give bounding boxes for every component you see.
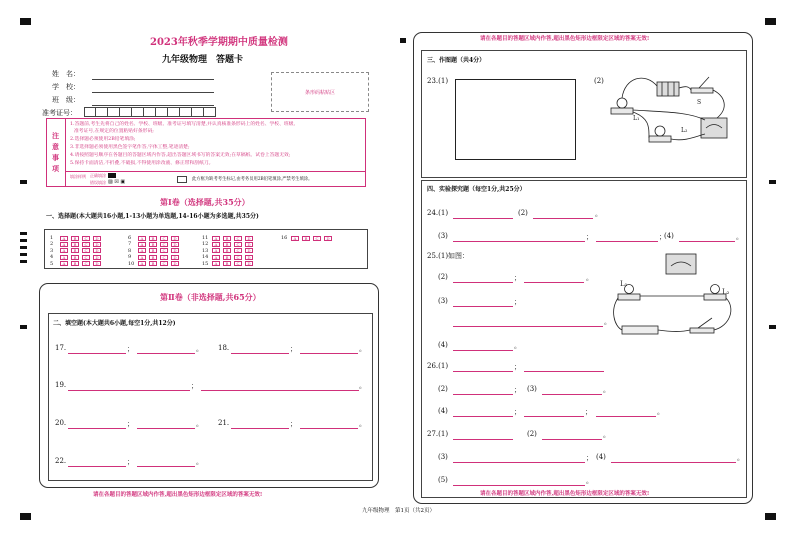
q27-blank-1[interactable] [453, 439, 513, 440]
corner-mark-tr [765, 18, 776, 25]
mc-option-13-A[interactable]: A [212, 248, 220, 253]
right-footer-warning: 请在各题目的答题区域内作答,超出黑色矩形边框限定区域的答案无效! [480, 491, 650, 497]
mc-option-6-D[interactable]: D [171, 236, 179, 241]
mc-question-16: 16 A B C D [281, 235, 333, 241]
page-number: 九年级物理 第1页（共2页） [362, 508, 435, 514]
mc-option-5-B[interactable]: B [71, 261, 79, 266]
q26-blank-4[interactable] [542, 394, 602, 395]
mc-option-2-A[interactable]: A [60, 242, 68, 247]
switch-label: S [697, 99, 702, 106]
note-line-1: 1.答题前,考生先将自己的姓名、学校、班级、准考证号填写清楚,并认真核准条形码上的姓名、学校、班级、 [70, 122, 299, 127]
l2-label-q25: L₂ [722, 288, 730, 296]
mc-question-14: 14 A B C D [202, 254, 254, 260]
mc-option-13-C[interactable]: C [234, 248, 242, 253]
q27-blank-4[interactable] [611, 462, 736, 463]
q22-blank-2[interactable] [137, 466, 195, 467]
q26-4-label: (4) [438, 407, 448, 415]
timing-mark [400, 38, 406, 43]
q24-4-label: (4) [664, 232, 674, 240]
timing-mark [20, 232, 27, 235]
mc-option-5-C[interactable]: C [82, 261, 90, 266]
school-label: 学 校： [52, 83, 80, 91]
l2-label: L₂ [681, 127, 688, 134]
q18-blank-1[interactable] [231, 353, 289, 354]
q27-5-label: (5) [438, 476, 448, 484]
q20-blank-2[interactable] [137, 428, 195, 429]
mc-option-14-B[interactable]: B [223, 255, 231, 260]
mc-option-11-D[interactable]: D [245, 236, 253, 241]
q20-blank-1[interactable] [68, 428, 126, 429]
mc-option-7-A[interactable]: A [138, 242, 146, 247]
timing-mark [20, 246, 27, 249]
q27-4-label: (4) [596, 453, 606, 461]
part1-title: 第Ⅰ卷（选择题,共35分） [160, 197, 250, 207]
q24-3-label: (3) [438, 232, 448, 240]
note-line-3: 2.选择题必须使用2B铅笔填涂; [70, 137, 136, 142]
mc-option-14-A[interactable]: A [212, 255, 220, 260]
q26-blank-5[interactable] [453, 416, 513, 417]
timing-mark [20, 260, 27, 263]
mc-question-15: 15 A B C D [202, 261, 254, 267]
mc-question-2: 2 A B C D [50, 241, 102, 247]
name-label: 姓 名： [52, 70, 80, 78]
mc-option-9-B[interactable]: B [149, 255, 157, 260]
q17-label: 17. [55, 344, 67, 352]
q27-3-label: (3) [438, 453, 448, 461]
page-subtitle: 九年级物理 答题卡 [162, 55, 244, 65]
wrong-fill-example: ▨ ☒ ▣ [108, 179, 126, 185]
fill-section-box [48, 313, 373, 481]
part2-title: 第Ⅱ卷（非选择题,共65分） [160, 292, 261, 302]
q26-blank-1[interactable] [453, 371, 513, 372]
mc-option-3-A[interactable]: A [60, 248, 68, 253]
q21-blank-2[interactable] [300, 428, 358, 429]
mc-question-12: 12 A B C D [202, 241, 254, 247]
mc-option-4-A[interactable]: A [60, 255, 68, 260]
mc-option-1-A[interactable]: A [60, 236, 68, 241]
q24-blank-1[interactable] [453, 218, 513, 219]
mc-question-1: 1 A B C D [50, 235, 102, 241]
q26-blank-7[interactable] [596, 416, 656, 417]
mc-option-13-B[interactable]: B [223, 248, 231, 253]
q24-blank-4[interactable] [596, 241, 658, 242]
q20-label: 20. [55, 419, 67, 427]
absent-note: 此方框为缺考考生标记,由考务员用2B铅笔填涂,严禁考生填涂。 [192, 177, 313, 182]
name-field[interactable] [92, 79, 214, 80]
mc-option-16-B[interactable]: B [302, 236, 310, 241]
q21-label: 21. [218, 419, 230, 427]
class-label: 班 级： [52, 96, 80, 104]
q24-blank-5[interactable] [679, 241, 735, 242]
corner-mark-br [765, 513, 776, 520]
mc-option-1-B[interactable]: B [71, 236, 79, 241]
barcode-sticker-area [271, 72, 369, 112]
mc-option-16-C[interactable]: C [313, 236, 321, 241]
mc-option-4-C[interactable]: C [82, 255, 90, 260]
fill-section-title: 二、填空题(本大题共6小题,每空1分,共12分) [53, 320, 176, 327]
q25-label: 25.(1)如图： [427, 252, 470, 260]
mc-question-3: 3 A B C D [50, 248, 102, 254]
q22-label: 22. [55, 457, 67, 465]
mc-question-7: 7 A B C D [128, 241, 180, 247]
mc-option-6-A[interactable]: A [138, 236, 146, 241]
q27-blank-5[interactable] [453, 485, 585, 486]
q22-blank-1[interactable] [68, 466, 126, 467]
mc-question-9: 9 A B C D [128, 254, 180, 260]
note-line-6: 5.保持卡面清洁,不折叠,不破损,不得使用涂改液、修正带和刮纸刀。 [70, 161, 214, 166]
mc-option-10-C[interactable]: C [160, 261, 168, 266]
mc-option-3-B[interactable]: B [71, 248, 79, 253]
q27-label: 27.(1) [427, 430, 449, 438]
corner-mark-bl [20, 513, 31, 520]
mc-option-12-C[interactable]: C [234, 242, 242, 247]
fill-example-label: 填涂样例 [70, 174, 86, 179]
page-title: 2023年秋季学期期中质量检测 [150, 37, 288, 48]
circuit-diagram-q25 [606, 250, 744, 348]
l1-label: L₁ [633, 115, 640, 122]
note-line-2: 准考证号,在规定的位置粘贴好条形码; [74, 129, 154, 134]
q25-2-label: (2) [438, 273, 448, 281]
class-field[interactable] [92, 105, 214, 106]
note-line-4: 3.非选择题必须使用黑色签字笔作答,字体工整,笔迹清楚; [70, 145, 190, 150]
q25-blank-3[interactable] [453, 306, 513, 307]
q26-blank-2[interactable] [524, 371, 604, 372]
mc-option-11-B[interactable]: B [223, 236, 231, 241]
q23-label: 23.(1) [427, 77, 449, 85]
mc-option-2-C[interactable]: C [82, 242, 90, 247]
mc-question-5: 5 A B C D [50, 261, 102, 267]
q25-blank-2[interactable] [524, 282, 584, 283]
q26-2-label: (2) [438, 385, 448, 393]
q25-blank-5[interactable] [453, 350, 513, 351]
q19-blank-1[interactable] [68, 390, 190, 391]
q26-3-label: (3) [527, 385, 537, 393]
right-top-warning: 请在各题目的答题区域内作答,超出黑色矩形边框限定区域的答案无效! [480, 36, 650, 42]
q25-blank-4[interactable] [453, 326, 603, 327]
mc-option-13-D[interactable]: D [245, 248, 253, 253]
mc-option-11-C[interactable]: C [234, 236, 242, 241]
timing-mark [769, 325, 776, 329]
q25-3-label: (3) [438, 297, 448, 305]
mc-question-4: 4 A B C D [50, 254, 102, 260]
mc-option-14-C[interactable]: C [234, 255, 242, 260]
q27-blank-3[interactable] [453, 462, 585, 463]
timing-mark [20, 253, 27, 256]
mc-option-1-C[interactable]: C [82, 236, 90, 241]
q25-4-label: (4) [438, 341, 448, 349]
q19-label: 19. [55, 381, 67, 389]
exam-no-label: 准考证号： [42, 109, 77, 117]
q26-label: 26.(1) [427, 362, 449, 370]
mc-option-12-B[interactable]: B [223, 242, 231, 247]
timing-mark [769, 180, 776, 184]
mc-option-12-A[interactable]: A [212, 242, 220, 247]
mc-option-14-D[interactable]: D [245, 255, 253, 260]
mc-option-7-B[interactable]: B [149, 242, 157, 247]
mc-option-10-A[interactable]: A [138, 261, 146, 266]
timing-mark [20, 325, 27, 329]
timing-mark [20, 239, 27, 242]
mc-question-13: 13 A B C D [202, 248, 254, 254]
q26-blank-3[interactable] [453, 394, 513, 395]
correct-fill-label: 正确填涂 [90, 173, 106, 178]
mc-option-5-A[interactable]: A [60, 261, 68, 266]
mc-option-15-B[interactable]: B [223, 261, 231, 266]
q24-blank-2[interactable] [533, 218, 593, 219]
mc-option-16-A[interactable]: A [291, 236, 299, 241]
q24-2-label: (2) [518, 209, 528, 217]
q24-blank-3[interactable] [453, 241, 585, 242]
mc-option-9-D[interactable]: D [171, 255, 179, 260]
q17-blank-2[interactable] [137, 353, 195, 354]
q27-2-label: (2) [527, 430, 537, 438]
mc-option-3-D[interactable]: D [93, 248, 101, 253]
mc-option-10-D[interactable]: D [171, 261, 179, 266]
q17-blank-1[interactable] [68, 353, 126, 354]
correct-fill-example [108, 173, 116, 178]
q27-blank-2[interactable] [542, 439, 602, 440]
mc-option-10-B[interactable]: B [149, 261, 157, 266]
school-field[interactable] [92, 92, 214, 93]
mc-question-11: 11 A B C D [202, 235, 254, 241]
q21-blank-1[interactable] [231, 428, 289, 429]
absent-mark-box[interactable] [177, 176, 187, 183]
mc-option-15-A[interactable]: A [212, 261, 220, 266]
q19-blank-2[interactable] [201, 390, 359, 391]
mc-option-9-C[interactable]: C [160, 255, 168, 260]
mc-section-title: 一、选择题(本大题共16小题,1-13小题为单选题,14-16小题为多选题,共35分) [46, 213, 259, 220]
q23-2-label: (2) [594, 77, 604, 85]
mc-option-11-A[interactable]: A [212, 236, 220, 241]
q18-blank-2[interactable] [300, 353, 358, 354]
q24-label: 24.(1) [427, 209, 449, 217]
mc-option-8-A[interactable]: A [138, 248, 146, 253]
note-line-5: 4.请按照题号顺序在各题目的答题区域内作答,超出答题区域书写的答案无效;在草稿纸、试卷上答题无效; [70, 153, 291, 158]
timing-mark [20, 180, 27, 184]
mc-question-8: 8 A B C D [128, 248, 180, 254]
mc-option-8-C[interactable]: C [160, 248, 168, 253]
left-footer-warning: 请在各题目的答题区域内作答,超出黑色矩形边框限定区域的答案无效! [93, 492, 263, 498]
mc-question-6: 6 A B C D [128, 235, 180, 241]
mc-option-15-C[interactable]: C [234, 261, 242, 266]
mc-option-9-A[interactable]: A [138, 255, 146, 260]
mc-option-4-B[interactable]: B [71, 255, 79, 260]
drawing-section-title: 三、作图题（共4分） [427, 57, 486, 64]
mc-option-2-B[interactable]: B [71, 242, 79, 247]
mc-option-6-C[interactable]: C [160, 236, 168, 241]
sticker-label: 条形码粘贴区 [304, 89, 335, 96]
mc-question-10: 10 A B C D [128, 261, 180, 267]
mc-option-7-C[interactable]: C [160, 242, 168, 247]
exam-no-boxes[interactable] [84, 107, 216, 117]
mc-option-12-D[interactable]: D [245, 242, 253, 247]
mc-option-4-D[interactable]: D [93, 255, 101, 260]
mc-option-8-B[interactable]: B [149, 248, 157, 253]
mc-option-3-C[interactable]: C [82, 248, 90, 253]
mc-option-1-D[interactable]: D [93, 236, 101, 241]
mc-option-7-D[interactable]: D [171, 242, 179, 247]
experiment-section-title: 四、实验探究题（每空1分,共25分） [427, 186, 526, 193]
mc-option-8-D[interactable]: D [171, 248, 179, 253]
circuit-diagram-q23 [605, 72, 735, 156]
mc-option-6-B[interactable]: B [149, 236, 157, 241]
corner-mark-tl [20, 18, 31, 25]
l1-label-q25: L₁ [620, 280, 628, 288]
mc-option-16-D[interactable]: D [324, 236, 332, 241]
q25-blank-1[interactable] [453, 282, 513, 283]
mc-option-15-D[interactable]: D [245, 261, 253, 266]
mc-option-5-D[interactable]: D [93, 261, 101, 266]
q23-drawing-area[interactable] [455, 79, 576, 160]
q18-label: 18. [218, 344, 230, 352]
q26-blank-6[interactable] [524, 416, 584, 417]
wrong-fill-label: 错误填涂 [90, 180, 106, 185]
notes-title-column: 注 意 事 项 [46, 118, 66, 187]
mc-option-2-D[interactable]: D [93, 242, 101, 247]
